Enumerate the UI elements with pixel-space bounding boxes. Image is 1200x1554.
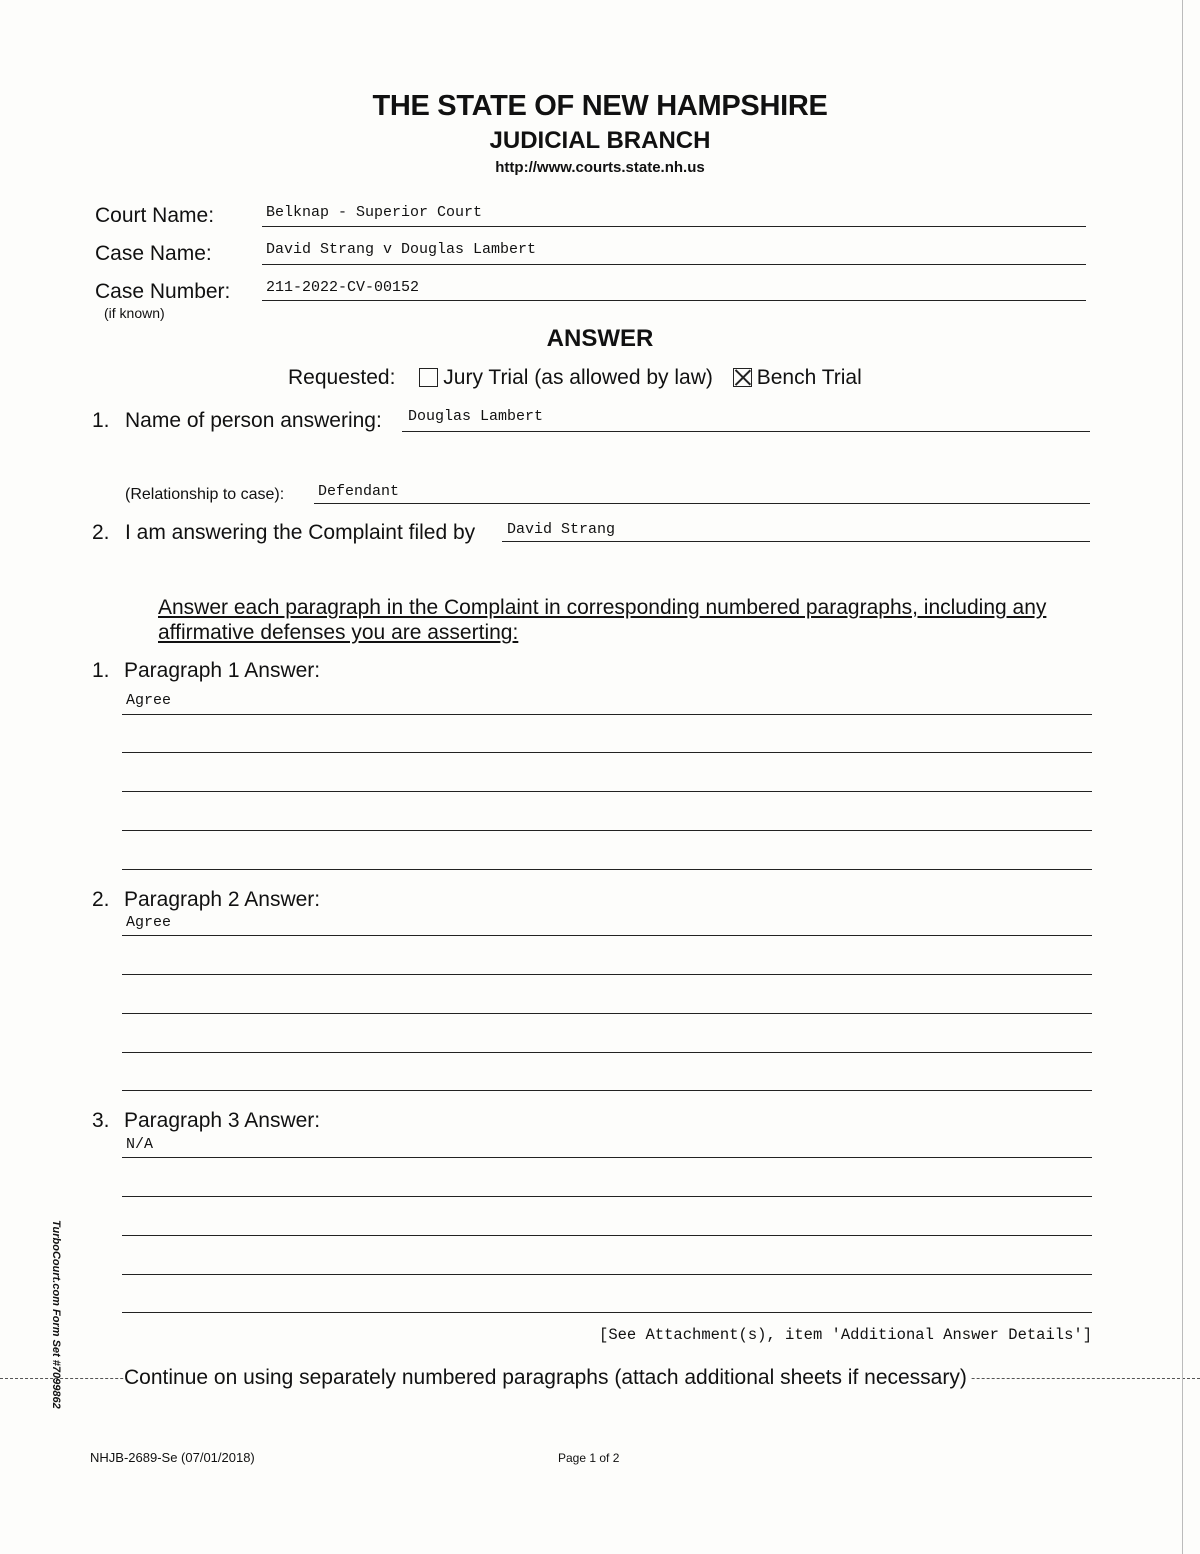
side-form-set-text: TurboCourt.com Form Set #7099862 (50, 1220, 62, 1409)
para1-line (122, 714, 1092, 715)
form-id: NHJB-2689-Se (07/01/2018) (90, 1450, 255, 1465)
requested-row (288, 366, 862, 390)
para3-line (122, 1157, 1092, 1158)
court-url: http://www.courts.state.nh.us (495, 159, 705, 176)
para3-line (122, 1274, 1092, 1275)
q1-rule (402, 431, 1090, 432)
case-number-note: (if known) (104, 305, 165, 321)
q2-label: I am answering the Complaint filed by (125, 521, 476, 544)
case-name-value: David Strang v Douglas Lambert (266, 241, 537, 258)
branch-title: JUDICIAL BRANCH (489, 127, 711, 154)
case-number-label: Case Number: (95, 280, 231, 303)
jury-trial-label: Jury Trial (as allowed by law) (443, 366, 713, 389)
case-name-rule (262, 264, 1086, 265)
bench-trial-checkbox[interactable] (733, 368, 752, 387)
para2-number: 2. (92, 888, 110, 911)
para2-label: Paragraph 2 Answer: (124, 888, 321, 911)
court-name-rule (262, 226, 1086, 227)
relationship-value: Defendant (318, 483, 400, 500)
case-number-rule (262, 300, 1086, 301)
q1-label: Name of person answering: (125, 409, 382, 432)
para2-answer: Agree (126, 914, 172, 931)
para1-line (122, 791, 1092, 792)
para3-line (122, 1235, 1092, 1236)
page-number: Page 1 of 2 (558, 1451, 620, 1465)
para1-line (122, 752, 1092, 753)
para2-line (122, 935, 1092, 936)
para3-line (122, 1196, 1092, 1197)
para3-line (122, 1312, 1092, 1313)
q2-number: 2. (92, 521, 110, 544)
scan-edge-line (1182, 0, 1183, 1554)
q1-number: 1. (92, 409, 110, 432)
q2-value: David Strang (507, 521, 616, 538)
para1-label: Paragraph 1 Answer: (124, 659, 321, 682)
para1-answer: Agree (126, 692, 172, 709)
case-number-value: 211-2022-CV-00152 (266, 279, 420, 296)
attachment-note: [See Attachment(s), item 'Additional Answer Details'] (599, 1326, 1092, 1344)
continue-note: Continue on using separately numbered paragraphs (attach additional sheets if necessary) (124, 1366, 971, 1390)
para2-line (122, 1013, 1092, 1014)
court-name-value: Belknap - Superior Court (266, 204, 483, 221)
para3-label: Paragraph 3 Answer: (124, 1109, 321, 1132)
answer-title: ANSWER (546, 325, 654, 352)
bench-trial-label: Bench Trial (756, 366, 862, 389)
q1-value: Douglas Lambert (408, 408, 544, 425)
para1-number: 1. (92, 659, 110, 682)
para3-answer: N/A (126, 1136, 154, 1153)
para2-line (122, 1052, 1092, 1053)
relationship-label: (Relationship to case): (125, 486, 285, 503)
requested-label: Requested: (288, 366, 396, 389)
para1-line (122, 830, 1092, 831)
para2-line (122, 1090, 1092, 1091)
q2-rule (502, 541, 1090, 542)
instruction-text: Answer each paragraph in the Complaint in corresponding numbered paragraphs, including any affirmative defenses you are asserting: (158, 596, 1047, 644)
jury-trial-checkbox[interactable] (419, 368, 438, 387)
para2-line (122, 974, 1092, 975)
state-title: THE STATE OF NEW HAMPSHIRE (372, 90, 828, 122)
para1-line (122, 869, 1092, 870)
para3-number: 3. (92, 1109, 110, 1132)
relationship-rule (314, 503, 1090, 504)
court-name-label: Court Name: (95, 204, 215, 227)
case-name-label: Case Name: (95, 242, 212, 265)
